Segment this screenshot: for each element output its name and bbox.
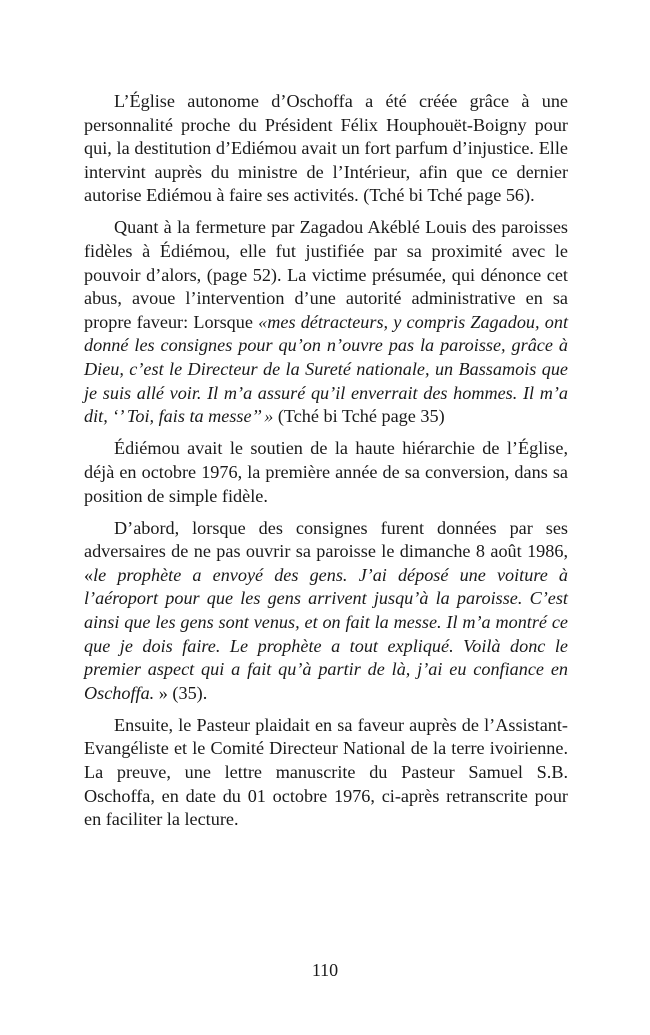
paragraph-text: Quant à la fermeture par Zagadou Akéblé Louis des paroisses fidèles à Édiémou, elle fut justifiée par sa proximité avec le pouvoir d’alors, (page 52). La victime présumée, qui dénonce cet abus, avoue l’intervention d’une autorité administrative en sa propre faveur: Lorsque	[84, 217, 568, 332]
paragraph-soutien-hierarchie: Édiémou avait le soutien de la haute hiérarchie de l’Église, déjà en octobre 1976, la première année de sa conversion, dans sa position de simple fidèle.	[84, 438, 568, 506]
page-body	[84, 90, 568, 840]
citation-reference: (Tché bi Tché page 35)	[273, 406, 445, 427]
paragraph-fermeture-paroisses	[84, 216, 568, 428]
paragraph-lettre-manuscrite: Ensuite, le Pasteur plaidait en sa faveur auprès de l’Assistant-Evangéliste et le Comité Directeur National de la terre ivoirienne. La preuve, une lettre manuscrite du Pasteur Samuel S.B. Oschoffa, en date du 01 octobre 1976, ci-après retranscrite pour en faciliter la lecture.	[84, 714, 568, 830]
citation-reference: » (35).	[154, 682, 208, 703]
page-number: 110	[311, 960, 339, 980]
quote-italic: le prophète a envoyé des gens. J’ai déposé une voiture à l’aéroport pour que les gens arrivent jusqu’à la paroisse. C’est ainsi que les gens sont venus, et on fait la messe. Il m’a montré ce que je dois faire. Le prophète a tout expliqué. Voilà donc le premier aspect qui a fait qu’à partir de là, j’ai eu confiance en Oschoffa.	[84, 564, 568, 703]
paragraph-text: D’abord, lorsque des consignes furent données par ses adversaires de ne pas ouvrir sa paroisse le dimanche 8 août 1986, «	[84, 517, 568, 585]
quote-italic: «mes détracteurs, y compris Zagadou, ont donné les consignes pour qu’on n’ouvre pas la paroisse, grâce à Dieu, c’est le Directeur de la Sureté nationale, un Bassamois que je suis allé voir. Il m’a assuré qu’il enverrait des hommes. Il m’a dit, ‘’ Toi, fais ta messe’’ »	[84, 311, 568, 427]
paragraph-eglise-autonome: L’Église autonome d’Oschoffa a été créée grâce à une personnalité proche du Président Félix Houphouët-Boigny pour qui, la destitution d’Ediémou avait un fort parfum d’injustice. Elle intervint auprès du ministre de l’Intérieur, afin que ce dernier autorise Ediémou à faire ses activités. (Tché bi Tché page 56).	[84, 91, 568, 206]
paragraph-consignes-1986	[84, 517, 568, 706]
